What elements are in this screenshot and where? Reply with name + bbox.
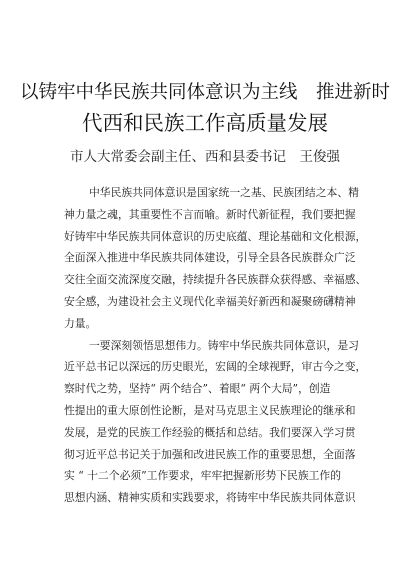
text-line: 发展，是党的民族工作经验的概括和总结。我们要深入学习贯 — [64, 425, 356, 439]
text-line: 察时代之势，坚持“ 两个结合”、着眼“ 两个大局”，创造 — [64, 382, 331, 396]
text-line: 全面深入推进中华民族共同体建设，引导全县各民族群众广泛 — [64, 251, 356, 265]
text-line: 近平总书记以深远的历史眼光，宏阔的全球视野，审古今之变， — [64, 360, 367, 374]
document-title — [20, 78, 390, 138]
text-line: 思想内涵、精神实质和实践要求，将铸牢中华民族共同体意识 — [64, 491, 356, 505]
title-line: 以铸牢中华民族共同体意识为主线 推进新时 — [20, 82, 391, 103]
paragraph-intro — [64, 182, 367, 335]
text-line: 实 “ 十二个必须”工作要求，牢牢把握新形势下民族工作的 — [64, 469, 342, 483]
text-line: 中华民族共同体意识是国家统一之基、民族团结之本、精 — [89, 186, 359, 199]
title-line: 代西和民族工作高质量发展 — [82, 111, 328, 135]
author-byline: 市人大常委会副主任、西和县委书记 王俊强 — [70, 149, 340, 165]
text-line: 好铸牢中华民族共同体意识的历史底蕴、理论基础和文化根源， — [64, 229, 367, 243]
text-line: 彻习近平总书记关于加强和改进民族工作的重要思想，全面落 — [64, 447, 356, 461]
body-text — [64, 182, 367, 509]
text-line: 神力量之魂，其重要性不言而喻。新时代新征程，我们要把握 — [64, 207, 356, 221]
paragraph-point-one — [64, 335, 367, 509]
text-line: 一要深刻领悟思想伟力。铸牢中华民族共同体意识，是习 — [89, 338, 359, 352]
text-line: 交往全面交流深度交融，持续提升各民族群众获得感、幸福感、 — [64, 273, 367, 287]
text-line: 力量。 — [64, 316, 97, 330]
text-line: 性提出的重大原创性论断，是对马克思主义民族理论的继承和 — [64, 403, 356, 417]
text-line: 安全感，为建设社会主义现代化幸福美好新西和凝聚磅礴精神 — [64, 294, 356, 308]
